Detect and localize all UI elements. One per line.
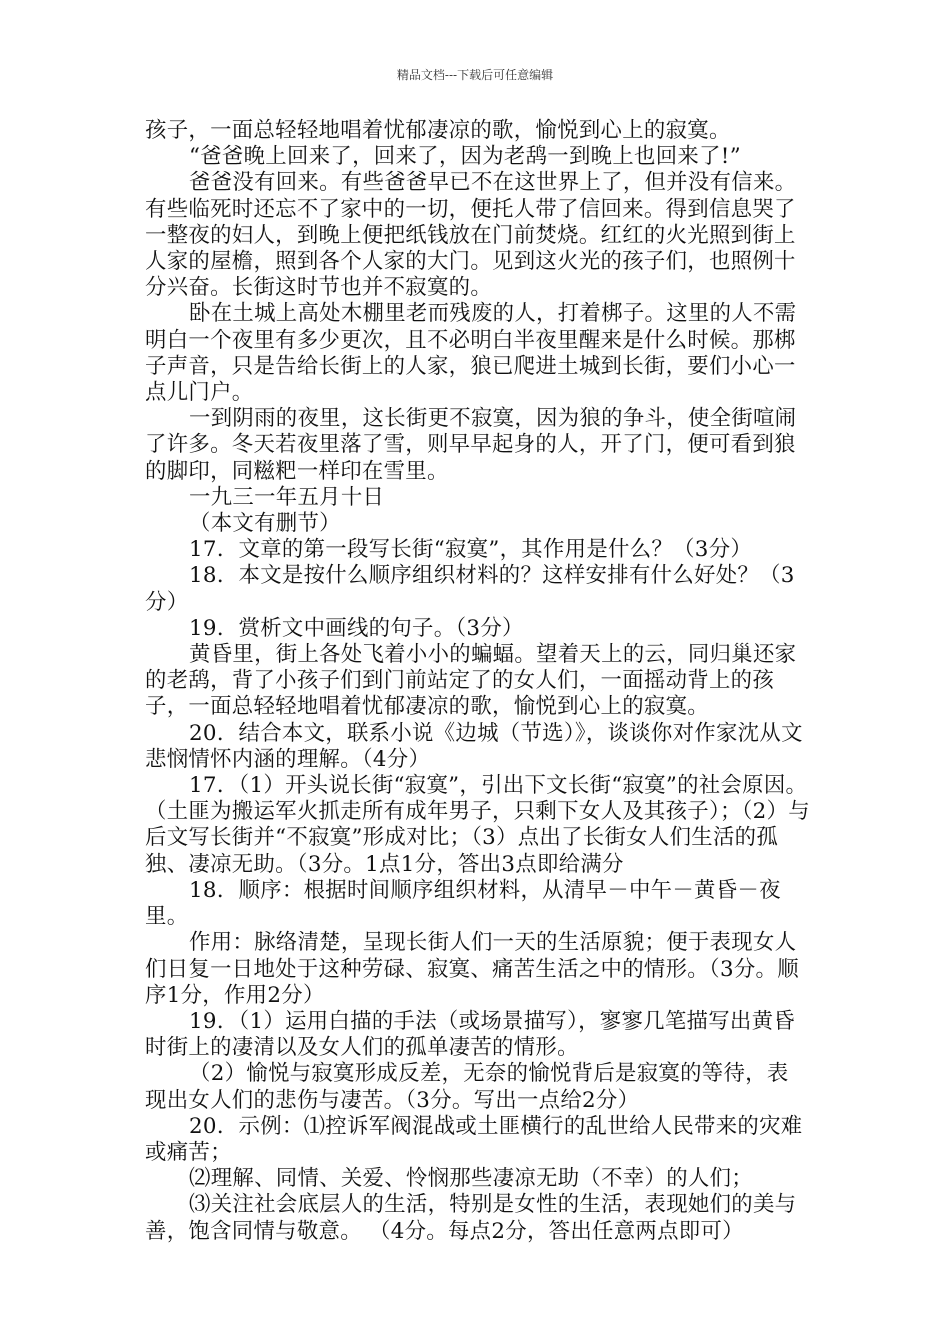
paragraph: 作用：脉络清楚，呈现长街人们一天的生活原貌；便于表现女人们日复一日地处于这种劳碌、寂寞、痛苦生活之中的情形。（3分。顺序1分，作用2分） [145,930,799,1008]
paragraph: 19．赏析文中画线的句子。（3分） [189,615,524,641]
paragraph: 19．（1）运用白描的手法（或场景描写），寥寥几笔描写出黄昏时街上的凄清以及女人们的孤单凄苦的情形。 [145,1008,795,1061]
paragraph: ⑵理解、同情、关爱、怜悯那些凄凉无助（不幸）的人们； [189,1166,753,1192]
paragraph: ⑶关注社会底层人的生活，特别是女性的生活，表现她们的美与善，饱含同情与敬意。 （4分。每点2分，答出任意两点即可） [145,1192,797,1244]
paragraph: 20．示例：⑴控诉军阀混战或土匪横行的乱世给人民带来的灾难或痛苦； [145,1113,803,1165]
paragraph: “爸爸晚上回来了，回来了，因为老鸹一到晚上也回来了!” [189,144,741,170]
document-body [145,118,810,1245]
paragraph: 18．本文是按什么顺序组织材料的？这样安排有什么好处？（3分） [145,563,795,615]
paragraph: 一到阴雨的夜里，这长街更不寂寞，因为狼的争斗，使全街喧闹了许多。冬天若夜里落了雪，则早早起身的人，开了门，便可看到狼的脚印，同糍粑一样印在雪里。 [145,406,797,484]
paragraph: 孩子，一面总轻轻地唱着忧郁凄凉的歌，愉悦到心上的寂寞。 [145,118,731,143]
paragraph: 18．顺序：根据时间顺序组织材料，从清早－中午－黄昏－夜里。 [145,877,781,930]
paragraph: 17．文章的第一段写长街“寂寞”，其作用是什么？（3分） [189,537,753,563]
paragraph: 爸爸没有回来。有些爸爸早已不在这世界上了，但并没有信来。有些临死时还忘不了家中的一切，便托人带了信回来。得到信息哭了一整夜的妇人，到晚上便把纸钱放在门前焚烧。红红的火光照到街上人家的屋檐，照到各个人家的大门。见到这火光的孩子们，也照例十分兴奋。长街这时节也并不寂寞的。 [145,170,797,301]
paragraph: 一九三一年五月十日 [189,484,385,510]
paragraph: 卧在土城上高处木棚里老而残废的人，打着梆子。这里的人不需明白一个夜里有多少更次，且不必明白半夜里醒来是什么时候。那梆子声音，只是告给长街上的人家，狼已爬进土城到长街，要们小心一点儿门户。 [145,301,797,406]
paragraph: 20．结合本文，联系小说《边城（节选）》，谈谈你对作家沈从文悲悯情怀内涵的理解。（4分） [145,720,803,772]
paragraph: 黄昏里，街上各处飞着小小的蝙蝠。望着天上的云，同归巢还家的老鸹，背了小孩子们到门前站定了的女人们，一面摇动背上的孩子，一面总轻轻地唱着忧郁凄凉的歌，愉悦到心上的寂寞。 [145,642,797,720]
paragraph: （本文有删节） [189,511,341,537]
paragraph: 17．（1）开头说长街“寂寞”，引出下文长街“寂寞”的社会原因。（土匪为搬运军火抓走所有成年男子，只剩下女人及其孩子）；（2）与后文写长街并“不寂寞”形成对比；（3）点出了长街女人们生活的孤独、凄凉无助。（3分。1点1分，答出3点即给满分 [145,773,810,877]
page-header: 精品文档---下载后可任意编辑 [396,68,554,82]
paragraph: （2）愉悦与寂寞形成反差，无奈的愉悦背后是寂寞的等待，表现出女人们的悲伤与凄苦。（3分。写出一点给2分） [145,1061,789,1113]
